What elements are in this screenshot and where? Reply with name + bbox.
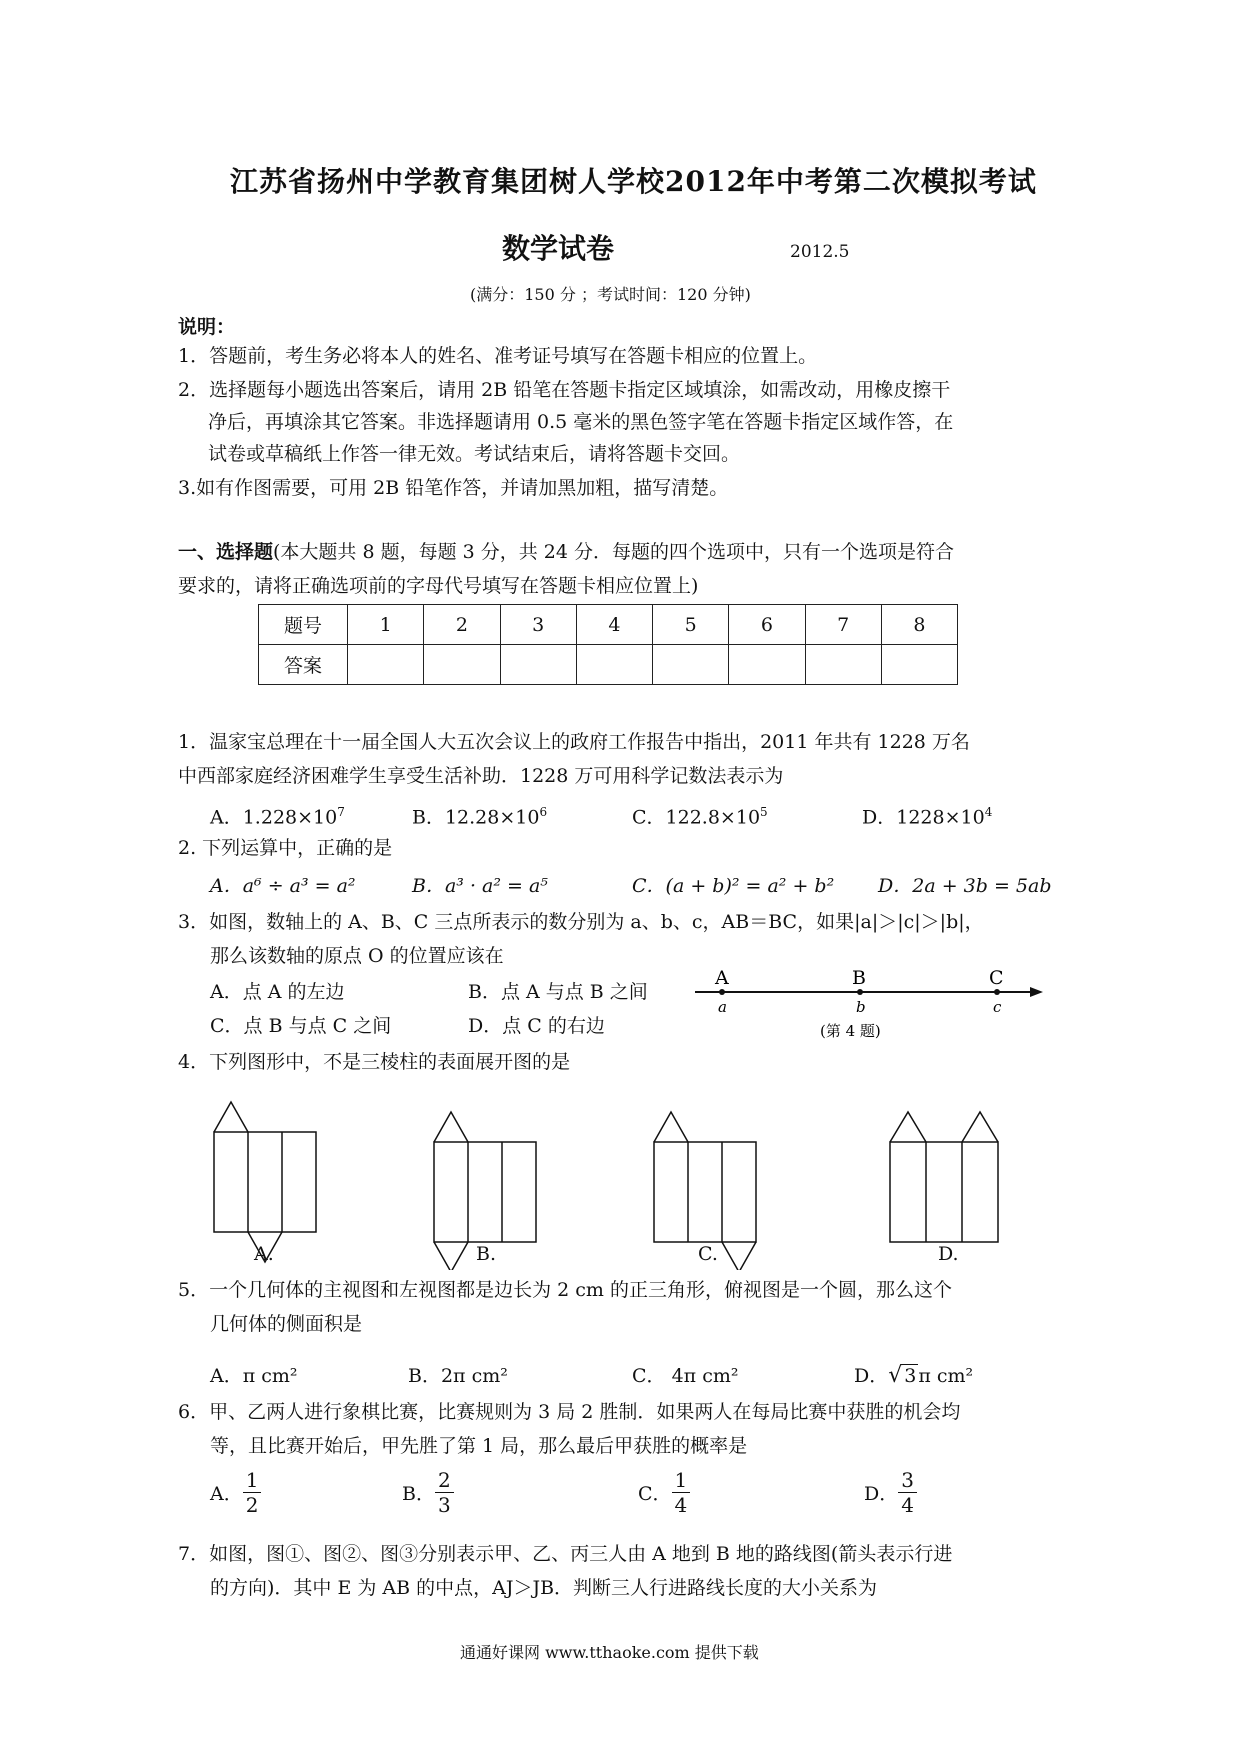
section1-intro: [178, 536, 954, 568]
q5-option-a: A．π cm²: [210, 1365, 298, 1387]
table-cell: 4: [576, 605, 652, 645]
q1-option-a: A．$1.228\times 10^7$: [210, 805, 345, 829]
q5-option-c: C． 4π cm²: [632, 1365, 739, 1387]
q1-option-b: B．$12.28\times 10^6$: [412, 805, 548, 829]
q5-option-d: D．√ 3 π cm²: [854, 1363, 974, 1388]
answer-cell: [348, 645, 424, 685]
table-cell: 3: [500, 605, 576, 645]
table-header-cell: 答案: [259, 645, 348, 685]
instruction-item: 1．答题前，考生务必将本人的姓名、准考证号填写在答题卡相应的位置上。: [178, 345, 818, 367]
answer-table: [258, 604, 958, 685]
answer-cell: [500, 645, 576, 685]
label-a: A: [715, 967, 729, 989]
q5-line1: 5．一个几何体的主视图和左视图都是边长为 2 cm 的正三角形，俯视图是一个圆，那么这个: [178, 1279, 952, 1301]
footer-text: 通通好课网 www.tthaoke.com 提供下载: [460, 1643, 759, 1662]
q2-option-d: D．2a + 3b = 5ab: [878, 875, 1052, 897]
exam-date: 2012.5: [790, 242, 850, 262]
table-cell: 2: [424, 605, 500, 645]
q2-option-a: A．a⁶ ÷ a³ = a²: [210, 875, 356, 897]
point-b: [857, 989, 863, 995]
q4-label-a: A.: [254, 1243, 274, 1265]
q5-option-b: B．2π cm²: [408, 1365, 508, 1387]
q4-label-b: B.: [476, 1243, 497, 1265]
q6-option-c: C． $\frac{1}{4}$: [638, 1468, 690, 1517]
answer-cell: [653, 645, 729, 685]
answer-cell: [805, 645, 881, 685]
table-row: [259, 605, 958, 645]
section1-desc-2: 要求的，请将正确选项前的字母代号填写在答题卡相应位置上): [178, 575, 699, 597]
q4-stem: 4．下列图形中，不是三棱柱的表面展开图的是: [178, 1051, 571, 1073]
instruction-item: 3.如有作图需要，可用 2B 铅笔作答，并请加黑加粗，描写清楚。: [178, 477, 729, 499]
exam-meta: (满分：150 分 ；考试时间：120 分钟): [470, 285, 751, 304]
q1-line1: 1．温家宝总理在十一届全国人大五次会议上的政府工作报告中指出，2011 年共有 1228 万名: [178, 731, 970, 753]
figure-caption: (第 4 题): [820, 1022, 881, 1040]
answer-cell: [424, 645, 500, 685]
table-cell: 5: [653, 605, 729, 645]
table-cell: 8: [881, 605, 957, 645]
answer-cell: [576, 645, 652, 685]
answer-cell: [881, 645, 957, 685]
table-row: [259, 645, 958, 685]
q2-stem: 2. 下列运算中，正确的是: [178, 837, 393, 859]
q3-line1: 3．如图，数轴上的 A、B、C 三点所表示的数分别为 a、b、c，AB＝BC，如果|a|＞|c|＞|b|，: [178, 911, 984, 933]
q3-option-b: B．点 A 与点 B 之间: [468, 981, 648, 1003]
q4-figures: [200, 1090, 1060, 1270]
point-c: [994, 989, 1000, 995]
section1-heading: 一、选择题: [178, 541, 274, 563]
instruction-item: 净后，再填涂其它答案。非选择题请用 0.5 毫米的黑色签字笔在答题卡指定区域作答，在: [208, 411, 954, 433]
label-b: B: [852, 967, 866, 989]
table-cell: 7: [805, 605, 881, 645]
value-b: b: [856, 998, 866, 1016]
q1-option-c: C．$122.8\times 10^5$: [632, 805, 768, 829]
table-cell: 1: [348, 605, 424, 645]
value-a: a: [718, 998, 727, 1016]
q3-option-c: C．点 B 与点 C 之间: [210, 1015, 392, 1037]
q4-label-d: D.: [938, 1243, 959, 1265]
q3-option-a: A．点 A 的左边: [210, 981, 345, 1003]
q5-line2: 几何体的侧面积是: [210, 1313, 363, 1335]
q3-line2: 那么该数轴的原点 O 的位置应该在: [210, 945, 504, 967]
q6-option-d: D． $\frac{3}{4}$: [864, 1468, 917, 1517]
q7-line2: 的方向)．其中 E 为 AB 的中点，AJ＞JB．判断三人行进路线长度的大小关系为: [210, 1577, 878, 1599]
q1-option-d: D．$1228\times 10^4$: [862, 805, 993, 829]
section1-desc: (本大题共 8 题，每题 3 分，共 24 分．每题的四个选项中，只有一个选项是符合: [273, 541, 955, 563]
value-c: c: [993, 998, 1002, 1016]
q2-option-b: B．a³ · a² = a⁵: [412, 875, 548, 897]
q3-option-d: D．点 C 的右边: [468, 1015, 605, 1037]
label-c: C: [989, 967, 1004, 989]
q7-line1: 7．如图，图①、图②、图③分别表示甲、乙、丙三人由 A 地到 B 地的路线图(箭头表示行进: [178, 1543, 953, 1565]
instructions-heading: 说明：: [178, 316, 236, 338]
answer-cell: [729, 645, 805, 685]
arrow-icon: [1030, 987, 1043, 997]
q6-line2: 等，且比赛开始后，甲先胜了第 1 局，那么最后甲获胜的概率是: [210, 1435, 748, 1457]
q6-option-a: A． $\frac{1}{2}$: [210, 1468, 261, 1517]
q2-option-c: C．(a + b)² = a² + b²: [632, 875, 835, 897]
table-cell: 6: [729, 605, 805, 645]
table-header-cell: 题号: [259, 605, 348, 645]
exam-subject: 数学试卷: [502, 232, 615, 265]
net-figure-d: [890, 1112, 998, 1242]
instruction-item: 2．选择题每小题选出答案后，请用 2B 铅笔在答题卡指定区域填涂，如需改动，用橡皮擦干: [178, 379, 951, 401]
instruction-item: 试卷或草稿纸上作答一律无效。考试结束后，请将答题卡交回。: [208, 443, 741, 465]
q1-line2: 中西部家庭经济困难学生享受生活补助．1228 万可用科学记数法表示为: [178, 765, 784, 787]
q4-label-c: C.: [698, 1243, 718, 1265]
point-a: [719, 989, 725, 995]
exam-title: 江苏省扬州中学教育集团树人学校2012年中考第二次模拟考试: [230, 165, 1037, 198]
number-line-figure: [685, 962, 1045, 1044]
q6-option-b: B． $\frac{2}{3}$: [402, 1468, 454, 1517]
sqrt-radicand: 3: [904, 1365, 917, 1387]
q6-line1: 6．甲、乙两人进行象棋比赛，比赛规则为 3 局 2 胜制．如果两人在每局比赛中获胜的机会均: [178, 1401, 961, 1423]
